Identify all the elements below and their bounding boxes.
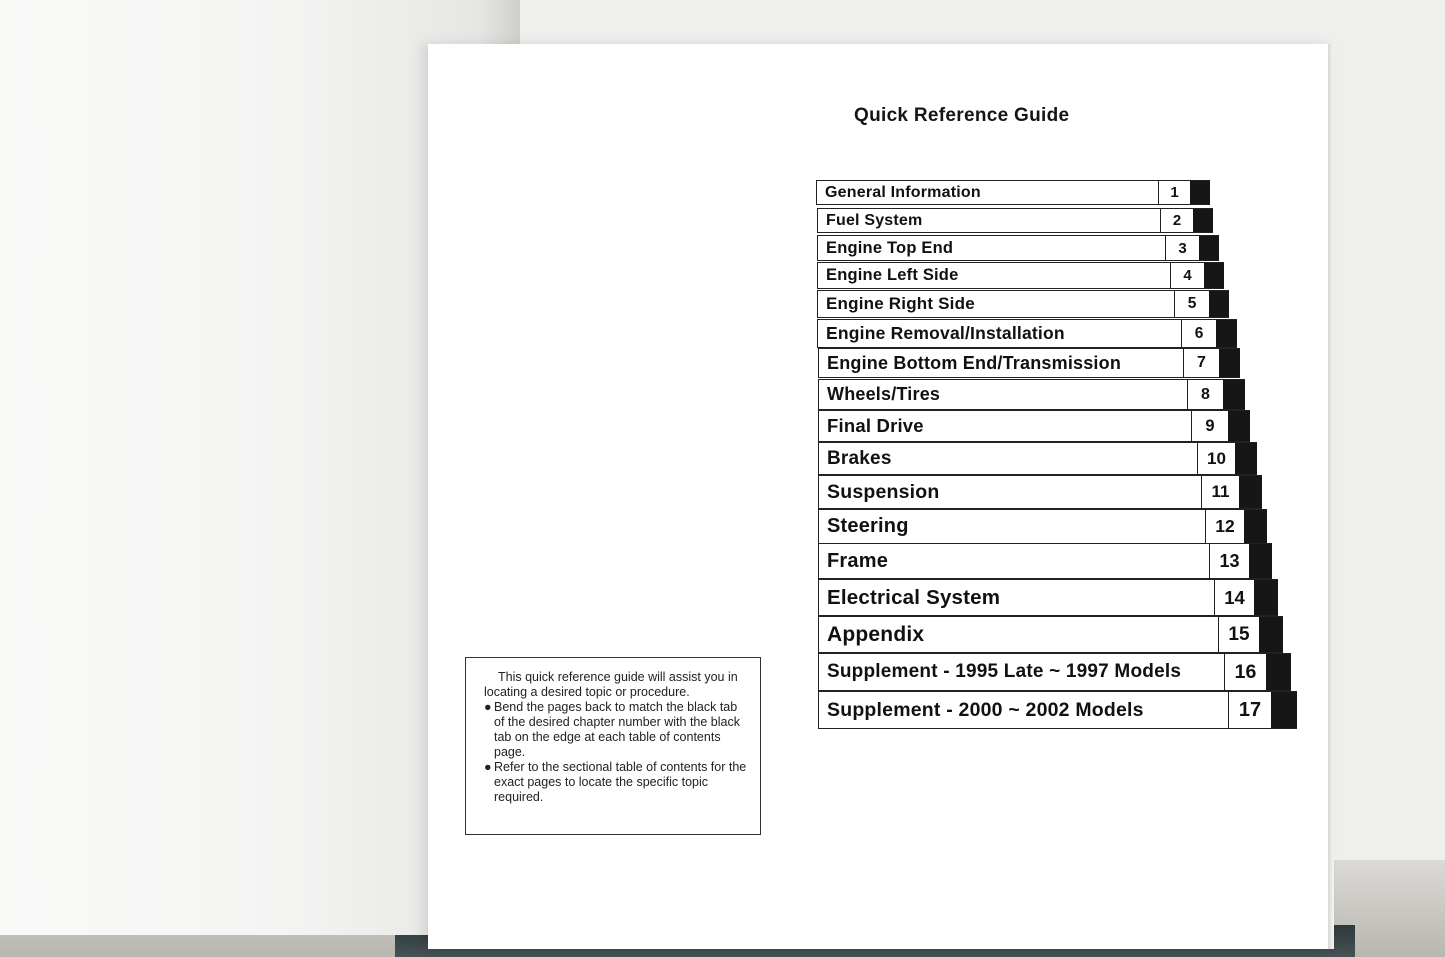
- chapter-row: [818, 410, 1250, 442]
- chapter-name: Supplement - 1995 Late ~ 1997 Models: [827, 661, 1182, 682]
- chapter-number: 3: [1165, 236, 1199, 260]
- chapter-number: 4: [1170, 263, 1204, 288]
- page-edge: [1328, 44, 1334, 949]
- chapter-row: [818, 379, 1245, 410]
- chapter-black-tab: [1239, 476, 1262, 508]
- chapter-name: Engine Bottom End/Transmission: [827, 352, 1122, 373]
- chapter-number: 6: [1181, 320, 1216, 347]
- chapter-number: 10: [1197, 443, 1235, 474]
- chapter-black-tab: [1223, 380, 1245, 409]
- chapter-black-tab: [1204, 263, 1224, 288]
- chapter-black-tab: [1271, 692, 1297, 728]
- chapter-black-tab: [1249, 544, 1272, 578]
- chapter-name: Frame: [827, 549, 889, 572]
- chapter-number: 12: [1205, 510, 1244, 543]
- chapter-black-tab: [1266, 654, 1291, 690]
- chapter-black-tab: [1219, 349, 1240, 377]
- chapter-black-tab: [1228, 411, 1250, 441]
- bullet-icon: ●: [484, 700, 492, 714]
- chapter-black-tab: [1259, 617, 1283, 652]
- chapter-name: Final Drive: [827, 415, 924, 436]
- chapter-number: 8: [1187, 380, 1223, 409]
- chapter-row: [818, 691, 1297, 729]
- chapter-black-tab: [1193, 209, 1213, 232]
- chapter-row: [817, 262, 1224, 289]
- chapter-name: Supplement - 2000 ~ 2002 Models: [827, 698, 1144, 721]
- chapter-name: Brakes: [827, 447, 892, 469]
- note-bullet-text: Refer to the sectional table of contents for the exact pages to locate the specific topic required.: [494, 760, 747, 804]
- chapter-number: 5: [1174, 291, 1209, 317]
- chapter-black-tab: [1235, 443, 1257, 474]
- chapter-row: [817, 290, 1229, 318]
- chapter-black-tab: [1190, 181, 1210, 204]
- chapter-black-tab: [1254, 580, 1278, 615]
- chapter-row: [818, 509, 1267, 544]
- chapter-number: 11: [1201, 476, 1239, 508]
- chapter-number: 7: [1183, 349, 1219, 377]
- chapter-row: [817, 235, 1219, 261]
- chapter-number: 16: [1224, 654, 1266, 690]
- chapter-row: [816, 180, 1210, 205]
- chapter-black-tab: [1209, 291, 1229, 317]
- chapter-number: 2: [1160, 209, 1193, 232]
- chapter-black-tab: [1199, 236, 1219, 260]
- chapter-row: [818, 653, 1291, 691]
- chapter-name: General Information: [825, 183, 981, 201]
- chapter-row: [817, 208, 1213, 233]
- chapter-black-tab: [1216, 320, 1237, 347]
- chapter-row: [818, 442, 1257, 475]
- bullet-icon: ●: [484, 760, 492, 774]
- guide-title: Quick Reference Guide: [854, 105, 1070, 126]
- chapter-row: [818, 579, 1278, 616]
- note-bullet-item: [484, 760, 750, 805]
- chapter-number: 14: [1214, 580, 1254, 615]
- chapter-number: 1: [1158, 181, 1190, 204]
- chapter-name: Engine Right Side: [826, 294, 975, 313]
- chapter-row: [818, 543, 1272, 579]
- chapter-name: Fuel System: [826, 211, 923, 229]
- chapter-number: 15: [1218, 617, 1259, 652]
- chapter-row: [818, 348, 1240, 378]
- note-intro: This quick reference guide will assist you in locating a desired topic or procedure.: [484, 670, 738, 699]
- instruction-note: [465, 657, 761, 835]
- note-bullet-text: Bend the pages back to match the black tab of the desired chapter number with the black tab on the edge at each table of contents page.: [494, 700, 740, 759]
- chapter-number: 13: [1209, 544, 1249, 578]
- chapter-row: [817, 319, 1237, 348]
- chapter-black-tab: [1244, 510, 1267, 543]
- chapter-name: Wheels/Tires: [827, 384, 941, 404]
- chapter-name: Appendix: [827, 622, 925, 646]
- chapter-number: 9: [1191, 411, 1228, 441]
- chapter-name: Engine Top End: [826, 238, 954, 257]
- chapter-name: Suspension: [827, 480, 940, 503]
- note-bullet-item: [484, 700, 750, 760]
- chapter-name: Engine Left Side: [826, 266, 959, 284]
- chapter-row: [818, 475, 1262, 509]
- chapter-name: Engine Removal/Installation: [826, 323, 1065, 343]
- chapter-number: 17: [1228, 692, 1271, 728]
- chapter-name: Steering: [827, 515, 909, 537]
- chapter-name: Electrical System: [827, 585, 1001, 609]
- chapter-row: [818, 616, 1283, 653]
